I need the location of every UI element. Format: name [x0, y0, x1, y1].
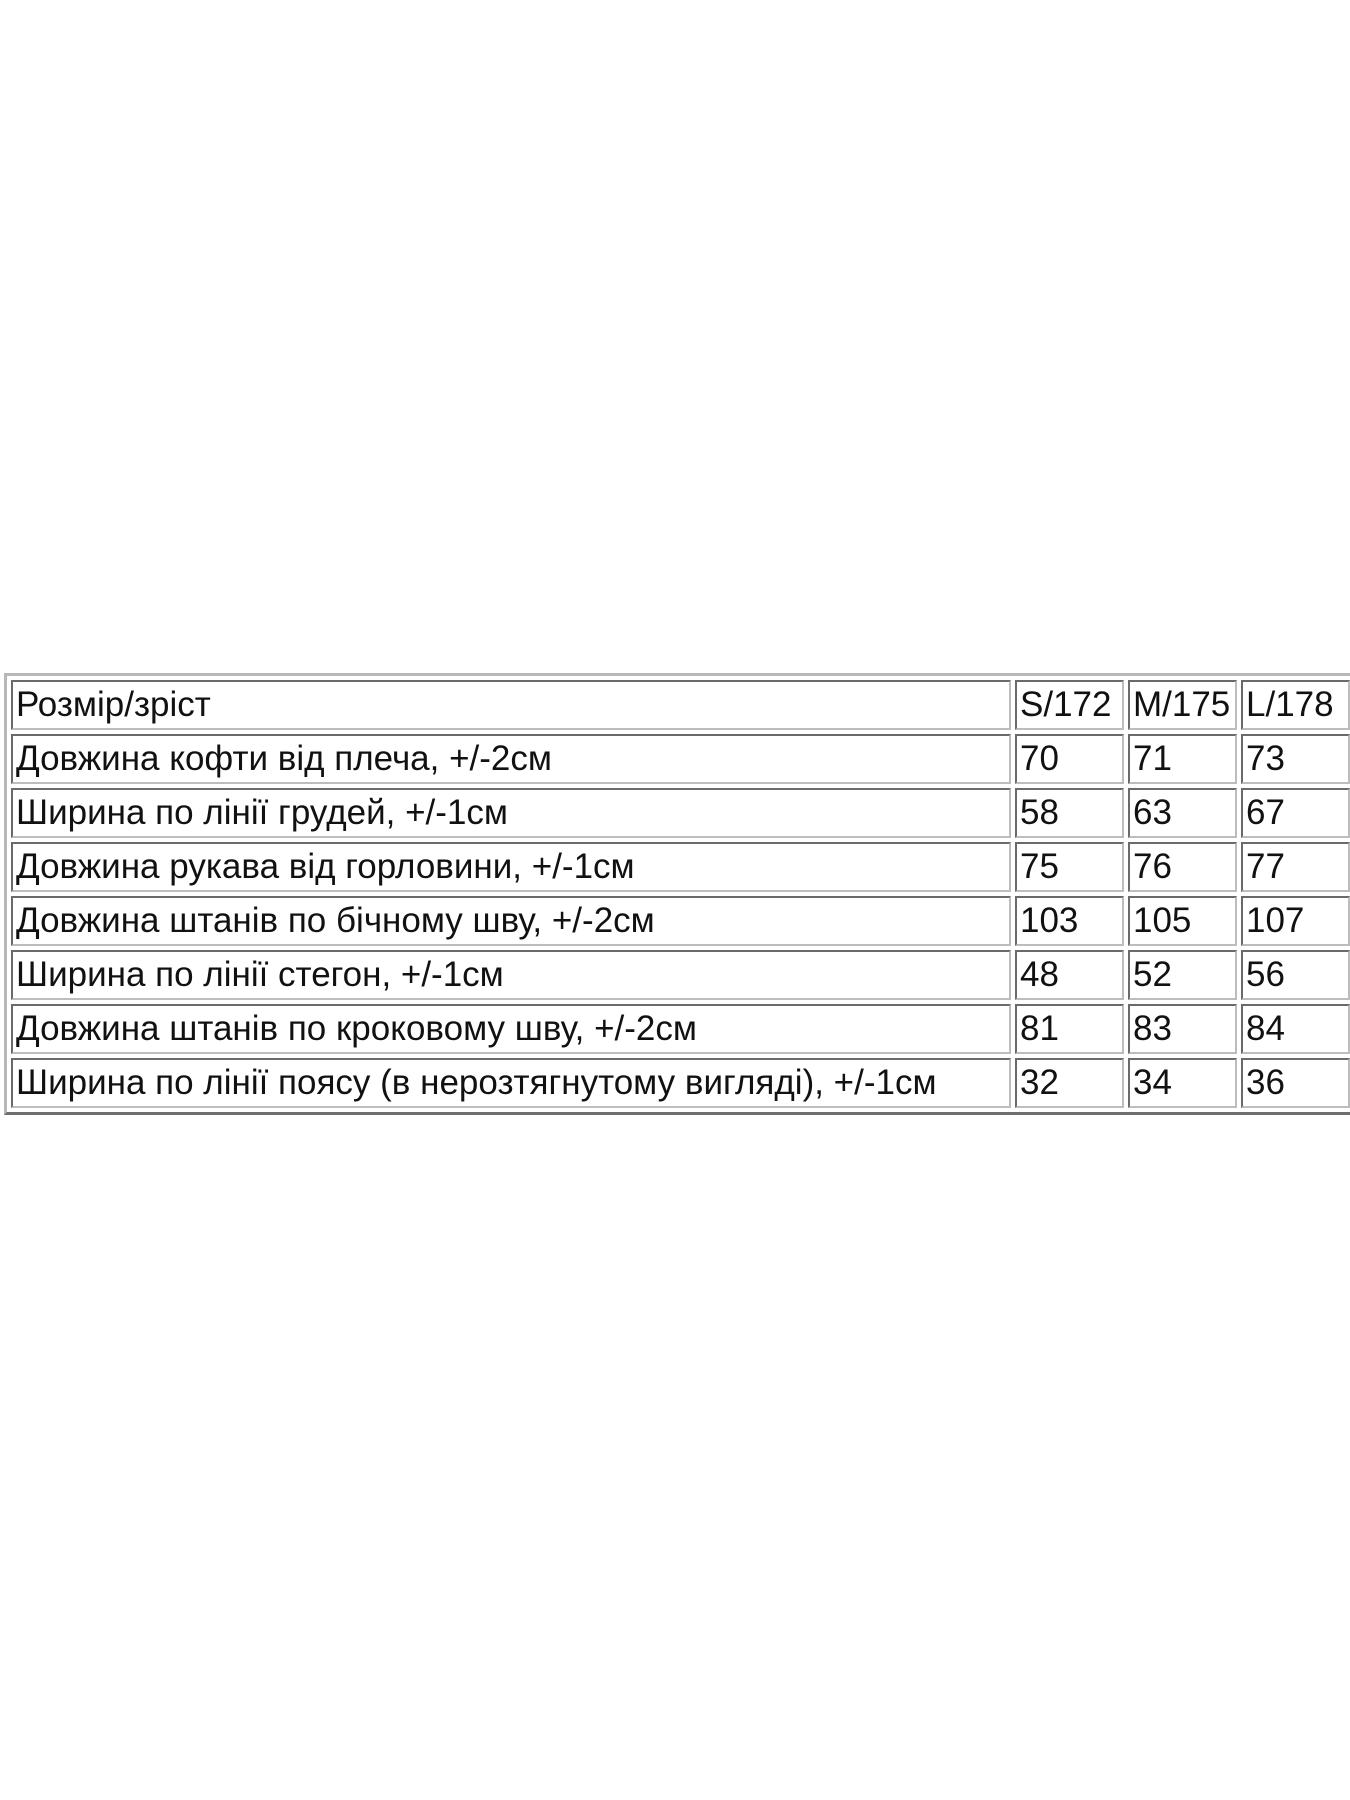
table-row: [11, 950, 1350, 1000]
table-row: [11, 734, 1350, 784]
row-label: Ширина по лінії стегон, +/-1см: [11, 950, 1011, 1000]
row-value-l: 84: [1241, 1004, 1350, 1054]
table-row: [11, 788, 1350, 838]
row-value-m: 34: [1128, 1058, 1237, 1108]
row-value-l: 67: [1241, 788, 1350, 838]
header-size-s: S/172: [1015, 680, 1124, 730]
row-value-s: 75: [1015, 842, 1124, 892]
row-value-m: 63: [1128, 788, 1237, 838]
row-label: Довжина кофти від плеча, +/-2см: [11, 734, 1011, 784]
row-value-m: 71: [1128, 734, 1237, 784]
row-value-l: 107: [1241, 896, 1350, 946]
row-label: Довжина рукава від горловини, +/-1см: [11, 842, 1011, 892]
header-size-l: L/178: [1241, 680, 1350, 730]
row-value-m: 76: [1128, 842, 1237, 892]
size-table: [4, 673, 1350, 1115]
table-header-row: [11, 680, 1350, 730]
row-label: Довжина штанів по кроковому шву, +/-2см: [11, 1004, 1011, 1054]
row-value-l: 77: [1241, 842, 1350, 892]
table-row: [11, 1058, 1350, 1108]
table-row: [11, 896, 1350, 946]
row-value-s: 58: [1015, 788, 1124, 838]
row-value-m: 105: [1128, 896, 1237, 946]
row-label: Довжина штанів по бічному шву, +/-2см: [11, 896, 1011, 946]
row-value-m: 83: [1128, 1004, 1237, 1054]
row-value-s: 48: [1015, 950, 1124, 1000]
row-value-m: 52: [1128, 950, 1237, 1000]
row-value-s: 70: [1015, 734, 1124, 784]
table-row: [11, 1004, 1350, 1054]
size-chart: [4, 673, 1349, 1115]
row-value-l: 36: [1241, 1058, 1350, 1108]
row-value-l: 56: [1241, 950, 1350, 1000]
header-size-m: M/175: [1128, 680, 1237, 730]
row-label: Ширина по лінії грудей, +/-1см: [11, 788, 1011, 838]
table-row: [11, 842, 1350, 892]
row-value-s: 81: [1015, 1004, 1124, 1054]
row-value-l: 73: [1241, 734, 1350, 784]
header-label-cell: Розмір/зріст: [11, 680, 1011, 730]
row-value-s: 103: [1015, 896, 1124, 946]
row-value-s: 32: [1015, 1058, 1124, 1108]
row-label: Ширина по лінії поясу (в нерозтягнутому вигляді), +/-1см: [11, 1058, 1011, 1108]
